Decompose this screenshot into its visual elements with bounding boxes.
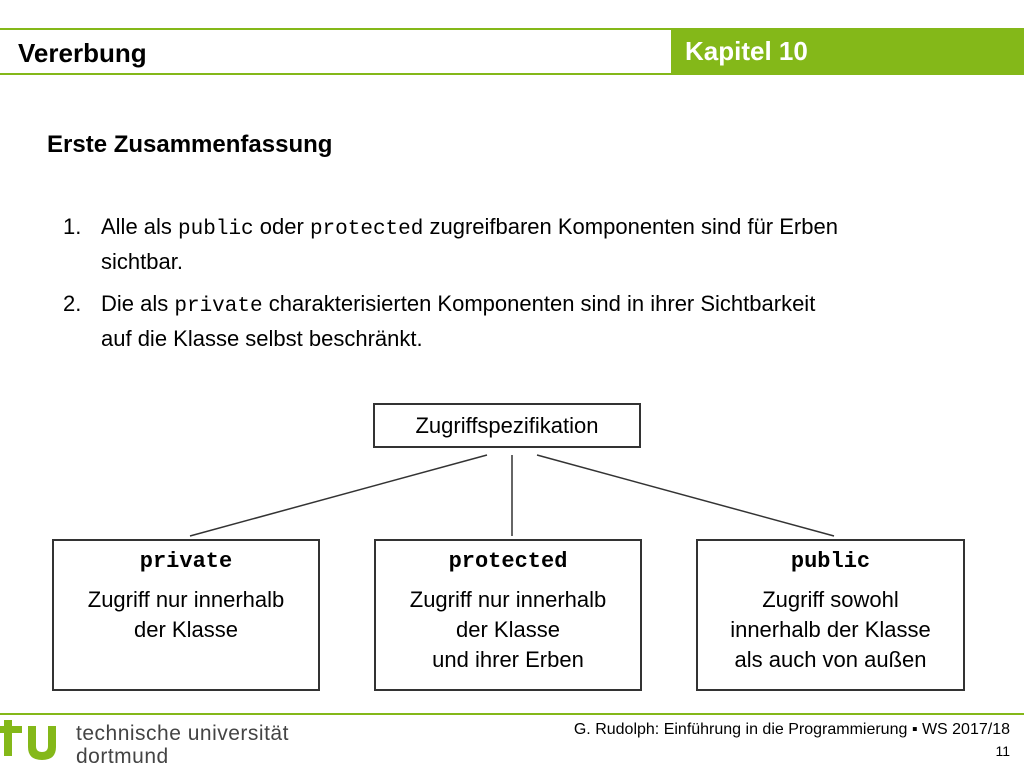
box-keyword: protected <box>448 549 568 574</box>
text-run: Alle als <box>101 214 179 239</box>
box-desc-line: Zugriff nur innerhalb <box>409 587 607 612</box>
text-run: zugreifbaren Komponenten sind für Erben sichtbar. <box>101 214 838 274</box>
box-desc-line: Zugriff nur innerhalb <box>87 587 285 612</box>
connector-line <box>537 455 834 536</box>
summary-list <box>63 211 843 365</box>
list-item <box>63 211 843 278</box>
footer-rule <box>0 713 1024 715</box>
diagram-box-protected <box>374 539 642 691</box>
list-item-number: 2. <box>63 291 82 316</box>
list-item <box>63 288 843 355</box>
diagram-root-box: Zugriffspezifikation <box>373 403 641 448</box>
list-item-text <box>101 211 843 278</box>
slide-subtitle: Erste Zusammenfassung <box>47 131 333 158</box>
tu-logo-icon <box>0 716 70 766</box>
box-keyword: public <box>790 549 871 574</box>
box-desc-line: der Klasse <box>456 617 560 642</box>
box-keyword: private <box>139 549 233 574</box>
diagram-box-private <box>52 539 320 691</box>
footer-credit: G. Rudolph: Einführung in die Programmierung ▪ WS 2017/18 <box>573 721 1010 738</box>
text-run: Die als <box>101 291 175 316</box>
text-run: charakterisierten Komponenten sind in ihrer Sichtbarkeit auf die Klasse selbst beschränkt. <box>101 291 816 351</box>
header-rule-bottom <box>0 73 1024 75</box>
university-name-line: dortmund <box>76 745 169 768</box>
slide-section-title: Vererbung <box>18 38 147 68</box>
code-keyword: protected <box>309 218 424 241</box>
box-desc-line: innerhalb der Klasse <box>730 617 931 642</box>
connector-line <box>190 455 487 536</box>
diagram-box-public <box>696 539 965 691</box>
box-desc-line: Zugriff sowohl <box>762 587 899 612</box>
code-keyword: public <box>178 218 254 241</box>
text-run: oder <box>253 214 310 239</box>
university-name <box>76 722 289 768</box>
list-item-text <box>101 288 843 355</box>
code-keyword: private <box>174 295 263 318</box>
box-desc-line: als auch von außen <box>734 647 927 672</box>
chapter-badge: Kapitel 10 <box>671 30 1024 73</box>
box-desc-line: der Klasse <box>134 617 238 642</box>
list-item-number: 1. <box>63 214 82 239</box>
page-number: 11 <box>995 743 1010 759</box>
university-name-line: technische universität <box>76 722 289 745</box>
box-desc-line: und ihrer Erben <box>432 647 584 672</box>
